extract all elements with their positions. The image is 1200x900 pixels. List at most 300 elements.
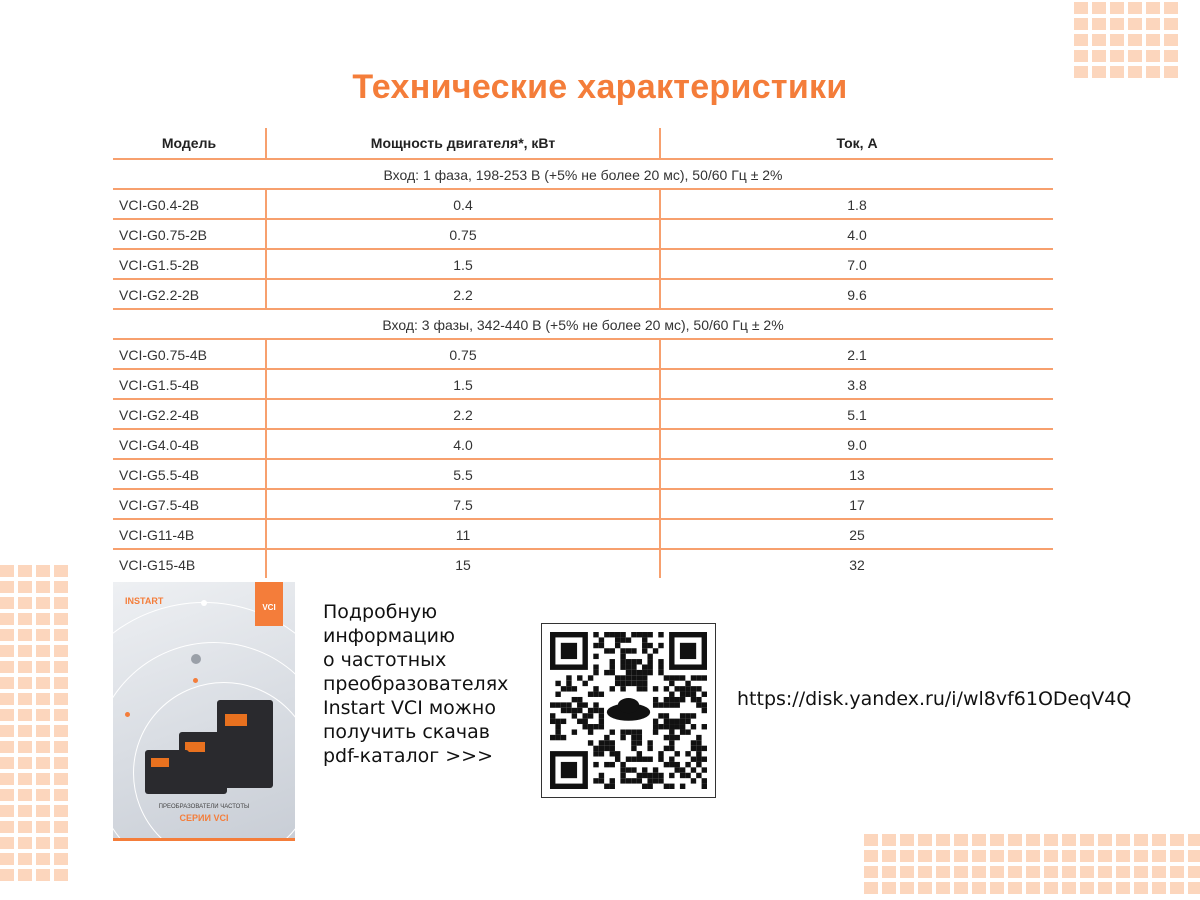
qr-module xyxy=(610,632,615,637)
decor-dot xyxy=(1098,850,1112,862)
decor-dot xyxy=(18,661,32,673)
qr-module xyxy=(588,713,593,718)
qr-module xyxy=(599,778,604,783)
qr-module xyxy=(691,675,696,680)
decor-dot xyxy=(918,866,932,878)
decor-dot xyxy=(882,882,896,894)
decor-dot xyxy=(0,789,14,801)
decor-dot xyxy=(1164,50,1178,62)
cell-model: VCI-G0.4-2B xyxy=(113,189,266,219)
decor-dot xyxy=(54,709,68,721)
qr-module xyxy=(658,751,663,756)
qr-module xyxy=(685,681,690,686)
qr-module xyxy=(577,702,582,707)
qr-module xyxy=(675,697,680,702)
qr-module xyxy=(593,746,598,751)
qr-module xyxy=(555,719,560,724)
qr-module xyxy=(669,735,674,740)
decor-dot xyxy=(36,821,50,833)
decor-dot xyxy=(36,661,50,673)
qr-module xyxy=(664,762,669,767)
qr-module xyxy=(691,692,696,697)
decor-dot xyxy=(1080,866,1094,878)
decor-dot xyxy=(1116,834,1130,846)
decor-dot xyxy=(0,741,14,753)
cell-power: 1.5 xyxy=(266,249,660,279)
cell-power: 2.2 xyxy=(266,399,660,429)
qr-module xyxy=(561,719,566,724)
decor-dot xyxy=(18,613,32,625)
qr-module xyxy=(610,670,615,675)
qr-module xyxy=(658,664,663,669)
qr-module xyxy=(610,729,615,734)
qr-module xyxy=(637,670,642,675)
qr-module xyxy=(675,686,680,691)
qr-module xyxy=(642,670,647,675)
decor-dot xyxy=(1110,2,1124,14)
decor-dot xyxy=(54,725,68,737)
decor-dot xyxy=(1080,834,1094,846)
table-row xyxy=(113,399,1053,429)
qr-module xyxy=(685,692,690,697)
decor-dot xyxy=(18,629,32,641)
decor-dot xyxy=(54,565,68,577)
qr-module xyxy=(615,637,620,642)
decor-dot xyxy=(0,693,14,705)
qr-module xyxy=(680,767,685,772)
qr-module xyxy=(615,675,620,680)
qr-module xyxy=(599,724,604,729)
qr-module xyxy=(642,757,647,762)
qr-module xyxy=(555,729,560,734)
decor-dot xyxy=(1044,834,1058,846)
qr-module xyxy=(620,729,625,734)
qr-logo-dome xyxy=(618,698,640,713)
qr-module xyxy=(631,664,636,669)
catalog-cover-image xyxy=(113,582,295,841)
qr-module xyxy=(593,724,598,729)
qr-module xyxy=(577,697,582,702)
table-row xyxy=(113,279,1053,309)
decor-dot xyxy=(1044,882,1058,894)
decor-dot xyxy=(18,853,32,865)
qr-module xyxy=(631,757,636,762)
decor-dot xyxy=(1170,882,1184,894)
decor-dot xyxy=(0,709,14,721)
decor-dot xyxy=(0,597,14,609)
catalog-tag: VCI xyxy=(255,582,283,626)
qr-module xyxy=(680,643,696,659)
decor-dot xyxy=(936,866,950,878)
qr-module xyxy=(653,729,658,734)
qr-module xyxy=(653,719,658,724)
table-section-row xyxy=(113,159,1053,189)
qr-module xyxy=(615,632,620,637)
header-power: Мощность двигателя*, кВт xyxy=(266,128,660,159)
qr-module xyxy=(675,719,680,724)
qr-module xyxy=(658,724,663,729)
qr-module xyxy=(647,778,652,783)
decor-dot xyxy=(54,613,68,625)
decor-dot xyxy=(1110,34,1124,46)
qr-module xyxy=(696,735,701,740)
decor-dot xyxy=(0,821,14,833)
qr-module xyxy=(555,735,560,740)
qr-module xyxy=(675,751,680,756)
qr-module xyxy=(685,719,690,724)
decor-dot xyxy=(882,866,896,878)
decor-dot xyxy=(918,850,932,862)
qr-module xyxy=(561,686,566,691)
decor-dot xyxy=(1170,834,1184,846)
decor-dot xyxy=(990,850,1004,862)
qr-module xyxy=(572,708,577,713)
decor-dot xyxy=(36,677,50,689)
decor-dot xyxy=(972,882,986,894)
qr-module xyxy=(572,697,577,702)
qr-module xyxy=(647,654,652,659)
qr-module xyxy=(588,724,593,729)
decor-dot xyxy=(882,850,896,862)
qr-code-graphic xyxy=(550,632,707,789)
decor-dot xyxy=(1044,866,1058,878)
qr-module xyxy=(610,751,615,756)
decor-dot xyxy=(900,882,914,894)
decor-dot xyxy=(1110,18,1124,30)
qr-module xyxy=(620,637,625,642)
decor-dot xyxy=(54,805,68,817)
decor-dot xyxy=(918,834,932,846)
qr-module xyxy=(647,784,652,789)
qr-module xyxy=(631,746,636,751)
qr-module xyxy=(647,740,652,745)
qr-module xyxy=(669,681,674,686)
qr-module xyxy=(669,773,674,778)
decor-dot xyxy=(54,629,68,641)
qr-module xyxy=(696,746,701,751)
table-row xyxy=(113,429,1053,459)
qr-module xyxy=(593,708,598,713)
qr-module xyxy=(631,740,636,745)
table-row xyxy=(113,459,1053,489)
decor-dot xyxy=(1074,18,1088,30)
decor-dot xyxy=(1164,34,1178,46)
decor-dot xyxy=(18,837,32,849)
decor-dot xyxy=(1098,882,1112,894)
qr-module xyxy=(620,675,625,680)
decor-dot xyxy=(36,805,50,817)
cell-power: 4.0 xyxy=(266,429,660,459)
decor-dot xyxy=(864,866,878,878)
cell-model: VCI-G1.5-2B xyxy=(113,249,266,279)
decor-dot xyxy=(36,693,50,705)
qr-module xyxy=(653,724,658,729)
qr-module xyxy=(610,746,615,751)
header-current: Ток, А xyxy=(660,128,1053,159)
decor-dot xyxy=(1026,866,1040,878)
decor-dot xyxy=(54,837,68,849)
download-link[interactable]: https://disk.yandex.ru/i/wl8vf61ODeqV4Q xyxy=(737,688,1132,710)
qr-module xyxy=(604,648,609,653)
qr-module xyxy=(588,740,593,745)
qr-module xyxy=(610,686,615,691)
decor-dot xyxy=(36,645,50,657)
decor-dot xyxy=(18,805,32,817)
decor-dot xyxy=(1134,866,1148,878)
qr-module xyxy=(637,740,642,745)
qr-module xyxy=(631,648,636,653)
qr-module xyxy=(631,659,636,664)
table-row xyxy=(113,189,1053,219)
catalog-info-text: Подробную информацию о частотных преобразователях Instart VCI можно получить скачав pdf-каталог >>> xyxy=(323,601,509,767)
decor-dot xyxy=(1062,866,1076,878)
section-caption: Вход: 1 фаза, 198-253 В (+5% не более 20 мс), 50/60 Гц ± 2% xyxy=(113,159,1053,189)
qr-module xyxy=(669,702,674,707)
qr-module xyxy=(637,757,642,762)
qr-module xyxy=(637,773,642,778)
decor-dot xyxy=(1062,850,1076,862)
qr-module xyxy=(593,664,598,669)
decor-dot xyxy=(36,869,50,881)
qr-module xyxy=(653,778,658,783)
qr-module xyxy=(647,773,652,778)
qr-module xyxy=(610,784,615,789)
qr-module xyxy=(680,784,685,789)
qr-module xyxy=(599,708,604,713)
qr-module xyxy=(647,664,652,669)
decor-dot xyxy=(1098,866,1112,878)
decor-dot xyxy=(1008,850,1022,862)
qr-module xyxy=(658,659,663,664)
decor-dot xyxy=(36,789,50,801)
table-row xyxy=(113,219,1053,249)
decor-dot xyxy=(54,757,68,769)
qr-module xyxy=(588,692,593,697)
qr-code-icon[interactable] xyxy=(541,623,716,798)
qr-module xyxy=(599,692,604,697)
decor-dot xyxy=(954,866,968,878)
qr-module xyxy=(637,778,642,783)
decor-dot xyxy=(36,565,50,577)
decor-dot xyxy=(1152,834,1166,846)
decor-dot xyxy=(18,725,32,737)
decor-dot xyxy=(1074,50,1088,62)
decor-dot xyxy=(54,741,68,753)
decor-dot xyxy=(0,629,14,641)
qr-module xyxy=(653,648,658,653)
cell-model: VCI-G4.0-4B xyxy=(113,429,266,459)
cell-current: 4.0 xyxy=(660,219,1053,249)
decor-dot xyxy=(18,581,32,593)
decor-dot xyxy=(1008,834,1022,846)
decor-dot xyxy=(1026,834,1040,846)
qr-module xyxy=(642,784,647,789)
table-row xyxy=(113,249,1053,279)
qr-module xyxy=(588,729,593,734)
qr-module xyxy=(631,729,636,734)
qr-module xyxy=(685,773,690,778)
decor-dot xyxy=(1080,882,1094,894)
qr-module xyxy=(588,708,593,713)
qr-module xyxy=(626,681,631,686)
table-row xyxy=(113,489,1053,519)
qr-module xyxy=(620,659,625,664)
qr-module xyxy=(685,729,690,734)
qr-module xyxy=(680,675,685,680)
decor-dot xyxy=(18,741,32,753)
qr-module xyxy=(664,746,669,751)
cell-current: 17 xyxy=(660,489,1053,519)
decor-dot xyxy=(1116,866,1130,878)
cell-model: VCI-G0.75-4B xyxy=(113,339,266,369)
qr-module xyxy=(626,757,631,762)
decor-dot xyxy=(0,773,14,785)
qr-module xyxy=(631,670,636,675)
decor-dot xyxy=(36,613,50,625)
qr-module xyxy=(696,702,701,707)
qr-module xyxy=(664,675,669,680)
qr-module xyxy=(550,702,555,707)
decor-dot xyxy=(1188,882,1200,894)
qr-module xyxy=(702,724,707,729)
qr-module xyxy=(653,697,658,702)
decor-dot xyxy=(18,709,32,721)
qr-module xyxy=(561,643,577,659)
qr-module xyxy=(664,713,669,718)
qr-module xyxy=(620,762,625,767)
decor-dot xyxy=(990,834,1004,846)
qr-module xyxy=(691,740,696,745)
qr-module xyxy=(675,735,680,740)
decor-dot xyxy=(1116,882,1130,894)
qr-module xyxy=(702,746,707,751)
cell-model: VCI-G2.2-2B xyxy=(113,279,266,309)
qr-module xyxy=(555,724,560,729)
decor-dot xyxy=(0,837,14,849)
cell-power: 5.5 xyxy=(266,459,660,489)
cell-model: VCI-G2.2-4B xyxy=(113,399,266,429)
qr-module xyxy=(658,702,663,707)
decor-dot xyxy=(936,834,950,846)
decor-dot xyxy=(1188,850,1200,862)
qr-module xyxy=(610,778,615,783)
cell-current: 7.0 xyxy=(660,249,1053,279)
decor-dot xyxy=(1092,34,1106,46)
qr-module xyxy=(626,767,631,772)
decor-dot xyxy=(936,882,950,894)
decor-dot xyxy=(36,853,50,865)
cell-current: 1.8 xyxy=(660,189,1053,219)
decor-dot xyxy=(54,645,68,657)
qr-module xyxy=(620,773,625,778)
qr-module xyxy=(582,724,587,729)
qr-module xyxy=(555,692,560,697)
qr-module xyxy=(631,735,636,740)
qr-module xyxy=(696,740,701,745)
qr-module xyxy=(675,702,680,707)
decor-dot xyxy=(954,882,968,894)
qr-module xyxy=(691,713,696,718)
qr-module xyxy=(615,681,620,686)
qr-module xyxy=(593,762,598,767)
qr-module xyxy=(604,740,609,745)
qr-module xyxy=(610,762,615,767)
decor-dot xyxy=(972,850,986,862)
qr-module xyxy=(550,735,555,740)
qr-module xyxy=(637,632,642,637)
qr-module xyxy=(555,681,560,686)
qr-module xyxy=(696,757,701,762)
qr-module xyxy=(685,686,690,691)
qr-module xyxy=(604,746,609,751)
qr-module xyxy=(669,719,674,724)
qr-module xyxy=(626,637,631,642)
decor-dot xyxy=(18,789,32,801)
qr-module xyxy=(642,767,647,772)
decor-dot xyxy=(1008,882,1022,894)
qr-module xyxy=(680,773,685,778)
decor-dot xyxy=(882,834,896,846)
qr-module xyxy=(566,708,571,713)
qr-module xyxy=(642,681,647,686)
qr-module xyxy=(593,692,598,697)
qr-module xyxy=(599,719,604,724)
decor-dot xyxy=(54,581,68,593)
qr-module xyxy=(620,778,625,783)
qr-module xyxy=(637,686,642,691)
qr-module xyxy=(620,664,625,669)
qr-module xyxy=(604,735,609,740)
qr-module xyxy=(599,773,604,778)
qr-module xyxy=(566,702,571,707)
qr-module xyxy=(577,675,582,680)
qr-module xyxy=(702,767,707,772)
cell-power: 0.4 xyxy=(266,189,660,219)
table-row xyxy=(113,339,1053,369)
decor-dot xyxy=(900,866,914,878)
qr-module xyxy=(702,784,707,789)
decor-dot xyxy=(972,834,986,846)
spec-table xyxy=(113,128,1053,578)
qr-module xyxy=(615,757,620,762)
qr-module xyxy=(593,670,598,675)
qr-module xyxy=(593,686,598,691)
decor-dot xyxy=(936,850,950,862)
qr-module xyxy=(675,675,680,680)
decor-dot xyxy=(1146,34,1160,46)
decor-dot xyxy=(0,757,14,769)
decor-dot xyxy=(1098,834,1112,846)
qr-module xyxy=(653,702,658,707)
qr-module xyxy=(642,648,647,653)
qr-module xyxy=(561,708,566,713)
catalog-brand: INSTART xyxy=(125,596,164,606)
cell-model: VCI-G7.5-4B xyxy=(113,489,266,519)
cell-power: 2.2 xyxy=(266,279,660,309)
decor-dot xyxy=(1074,2,1088,14)
decor-dot xyxy=(54,693,68,705)
decor-dot xyxy=(1170,866,1184,878)
qr-module xyxy=(647,643,652,648)
table-row xyxy=(113,549,1053,578)
qr-module xyxy=(658,713,663,718)
qr-module xyxy=(669,692,674,697)
decor-dots-top-right xyxy=(1074,2,1178,78)
qr-module xyxy=(642,643,647,648)
decor-dot xyxy=(18,869,32,881)
decor-dot xyxy=(36,597,50,609)
qr-module xyxy=(658,632,663,637)
